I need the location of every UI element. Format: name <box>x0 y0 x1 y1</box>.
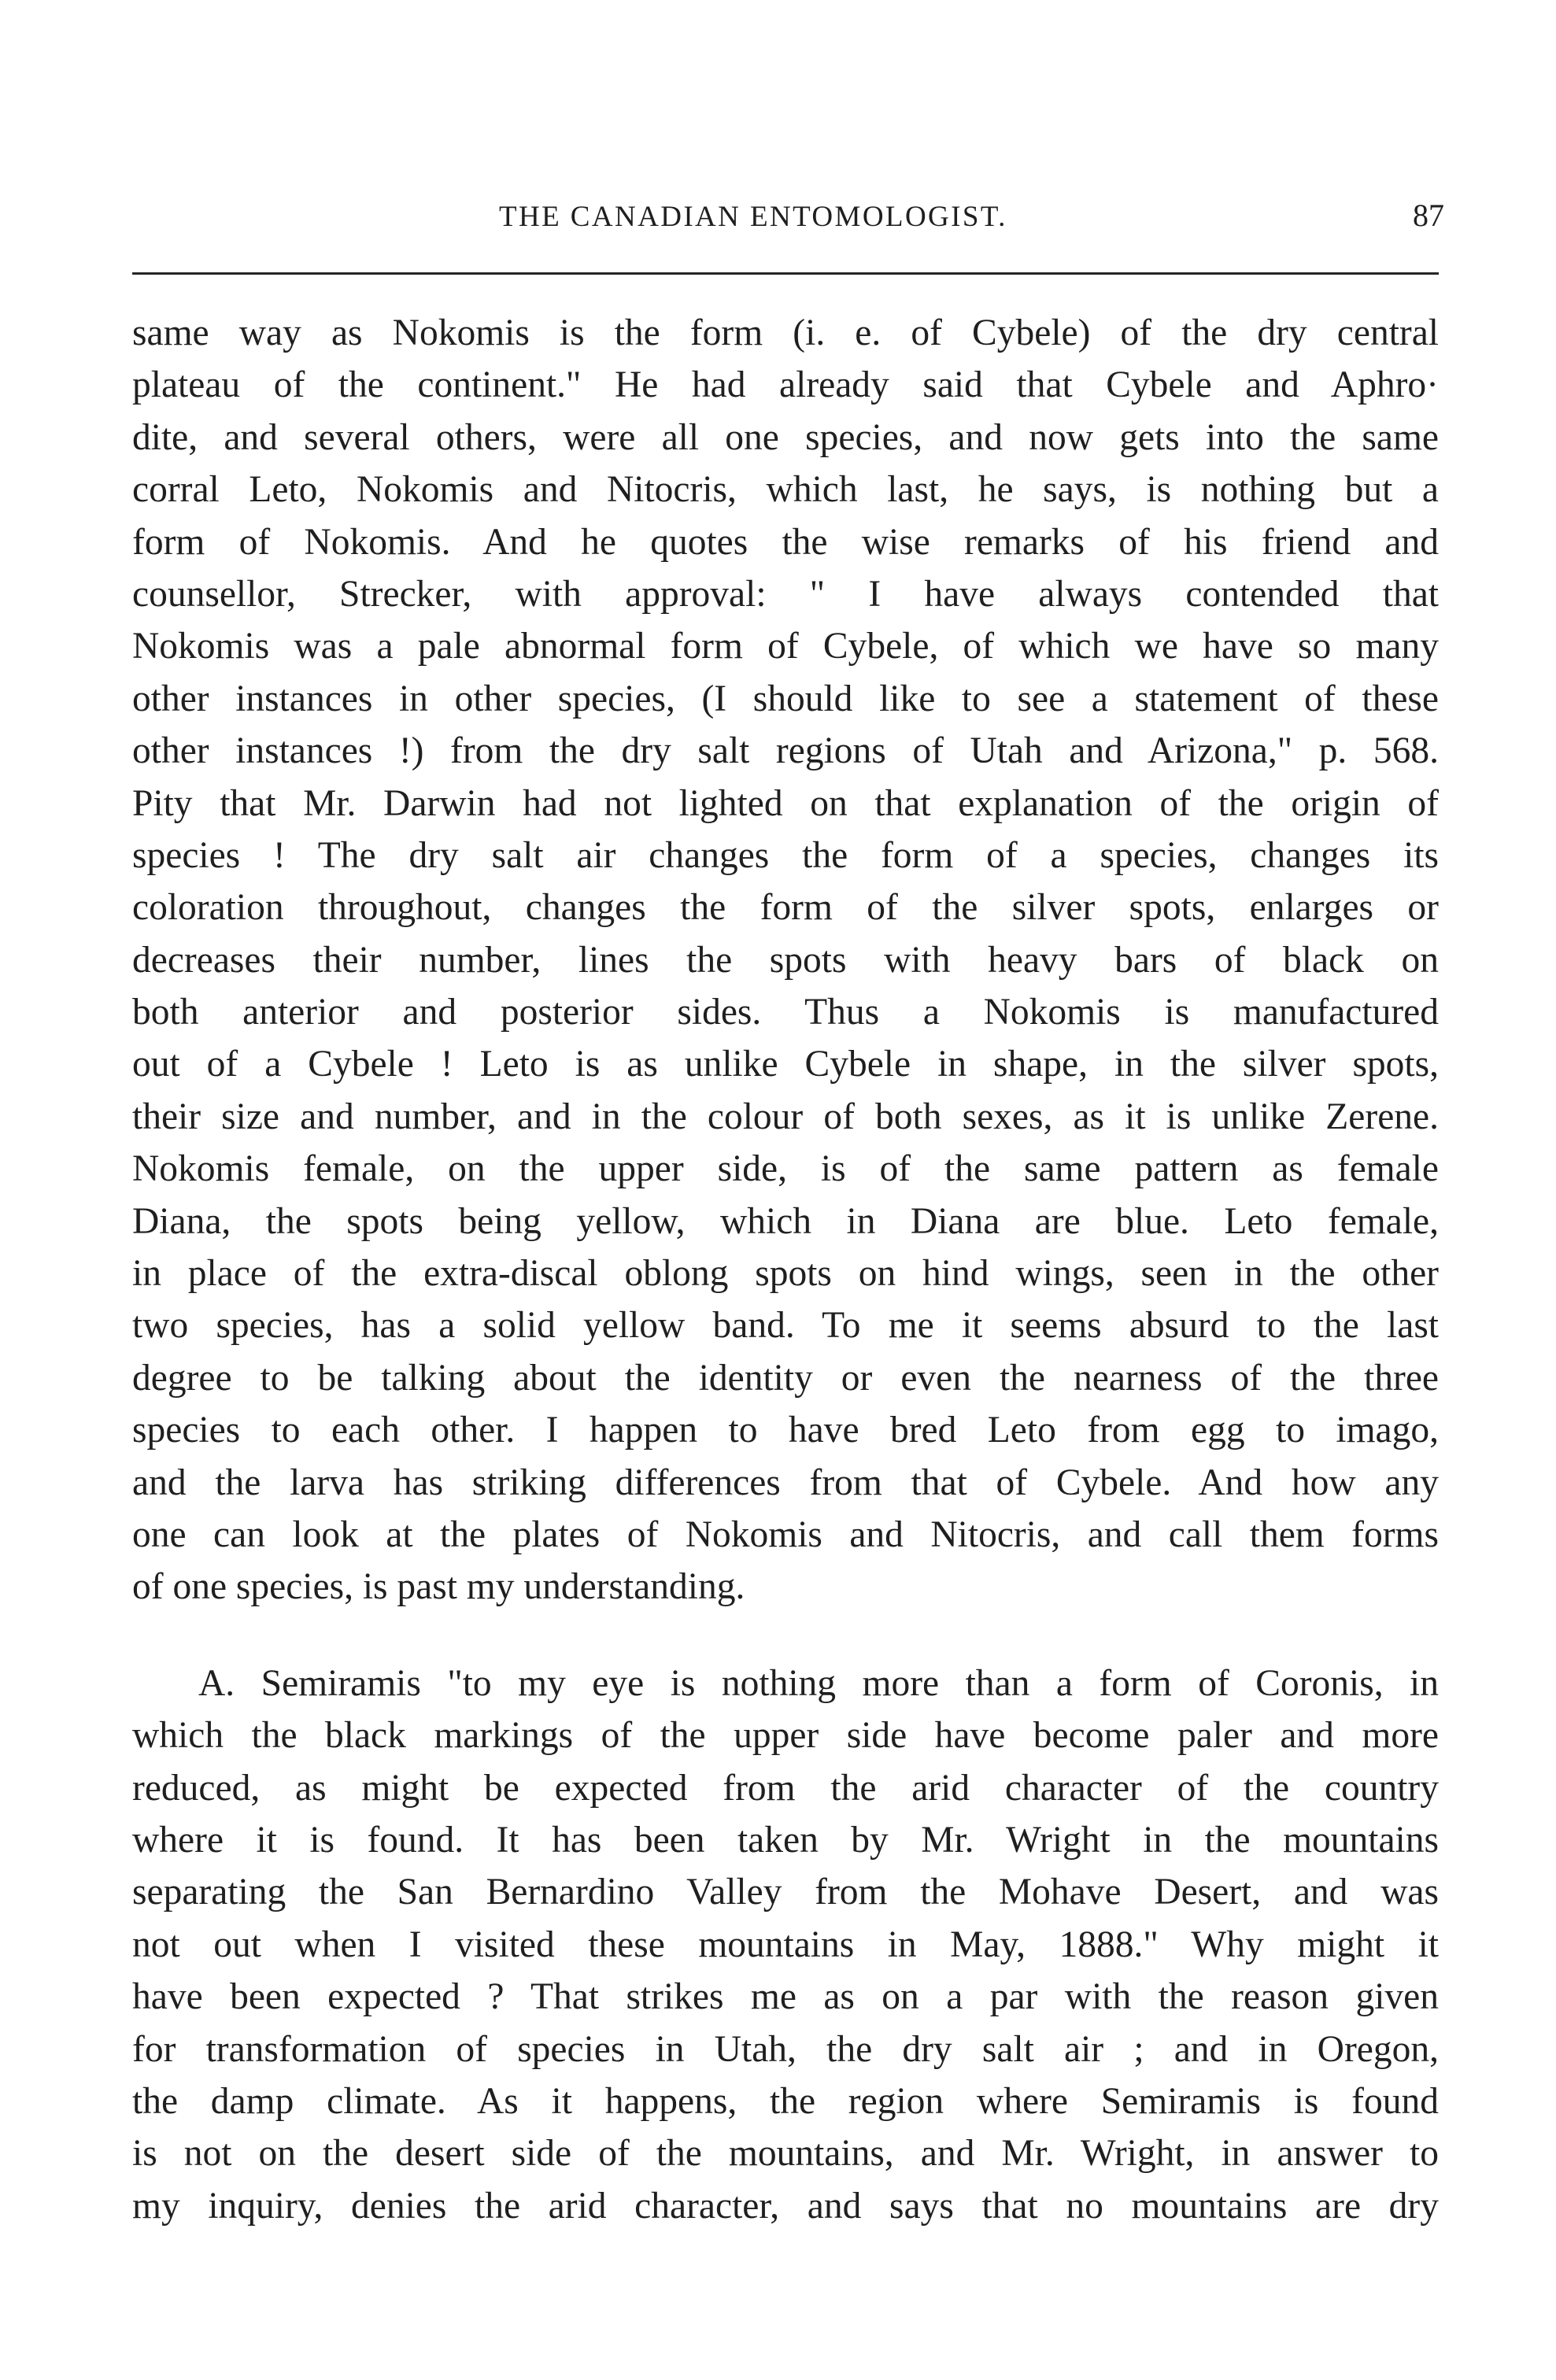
text-line: corral Leto, Nokomis and Nitocris, which last, he says, is nothing but a <box>132 469 1439 511</box>
text-line: A. Semiramis "to my eye is nothing more than a form of Coronis, in <box>198 1662 1439 1704</box>
page-number: 87 <box>1413 198 1444 233</box>
text-line: two species, has a solid yellow band. To me it seems absurd to the last <box>132 1305 1439 1347</box>
text-line: Pity that Mr. Darwin had not lighted on that explanation of the origin of <box>132 782 1439 824</box>
text-line: dite, and several others, were all one species, and now gets into the same <box>132 416 1439 458</box>
text-line: of one species, is past my understanding. <box>132 1566 745 1608</box>
text-line: for transformation of species in Utah, the dry salt air ; and in Oregon, <box>132 2028 1439 2070</box>
text-line: counsellor, Strecker, with approval: " I have always contended that <box>132 573 1439 615</box>
text-line: the damp climate. As it happens, the region where Semiramis is found <box>132 2080 1439 2122</box>
text-line: both anterior and posterior sides. Thus a Nokomis is manufactured <box>132 992 1439 1033</box>
header-rule <box>132 272 1439 275</box>
text-line: other instances !) from the dry salt regions of Utah and Arizona," p. 568. <box>132 730 1439 772</box>
text-line: in place of the extra-discal oblong spots on hind wings, seen in the other <box>132 1253 1439 1295</box>
running-title: THE CANADIAN ENTOMOLOGIST. <box>499 201 1007 233</box>
text-line: which the black markings of the upper side have become paler and more <box>132 1715 1439 1757</box>
text-line: Nokomis was a pale abnormal form of Cybele, of which we have so many <box>132 626 1439 667</box>
paragraph-1 <box>132 307 1439 1613</box>
paragraph-gap <box>132 1613 1439 1658</box>
text-line: reduced, as might be expected from the arid character of the country <box>132 1767 1439 1809</box>
text-line: my inquiry, denies the arid character, and says that no mountains are dry <box>132 2185 1439 2227</box>
text-line: their size and number, and in the colour of both sexes, as it is unlike Zerene. <box>132 1096 1439 1137</box>
text-line: coloration throughout, changes the form of the silver spots, enlarges or <box>132 887 1439 929</box>
body-text <box>132 307 1439 2232</box>
text-line: not out when I visited these mountains in May, 1888." Why might it <box>132 1924 1439 1965</box>
text-line: form of Nokomis. And he quotes the wise remarks of his friend and <box>132 521 1439 563</box>
text-line: degree to be talking about the identity or even the nearness of the three <box>132 1357 1439 1399</box>
text-line: Diana, the spots being yellow, which in Diana are blue. Leto female, <box>132 1200 1439 1242</box>
text-line: separating the San Bernardino Valley from the Mohave Desert, and was <box>132 1872 1439 1913</box>
text-line: plateau of the continent." He had already said that Cybele and Aphro· <box>132 364 1439 406</box>
text-line: is not on the desert side of the mountains, and Mr. Wright, in answer to <box>132 2133 1439 2175</box>
text-line: other instances in other species, (I should like to see a statement of these <box>132 678 1439 719</box>
text-line: species to each other. I happen to have bred Leto from egg to imago, <box>132 1410 1439 1451</box>
text-line: decreases their number, lines the spots with heavy bars of black on <box>132 939 1439 981</box>
text-line: same way as Nokomis is the form (i. e. of Cybele) of the dry central <box>132 312 1439 353</box>
paragraph-2 <box>132 1658 1439 2232</box>
text-line: one can look at the plates of Nokomis and Nitocris, and call them forms <box>132 1513 1439 1555</box>
text-line: where it is found. It has been taken by Mr. Wright in the mountains <box>132 1819 1439 1861</box>
text-line: and the larva has striking differences from that of Cybele. And how any <box>132 1462 1439 1503</box>
text-line: species ! The dry salt air changes the form of a species, changes its <box>132 834 1439 876</box>
text-line: have been expected ? That strikes me as on a par with the reason given <box>132 1976 1439 2018</box>
text-line: Nokomis female, on the upper side, is of the same pattern as female <box>132 1148 1439 1190</box>
text-line: out of a Cybele ! Leto is as unlike Cybele in shape, in the silver spots, <box>132 1044 1439 1085</box>
